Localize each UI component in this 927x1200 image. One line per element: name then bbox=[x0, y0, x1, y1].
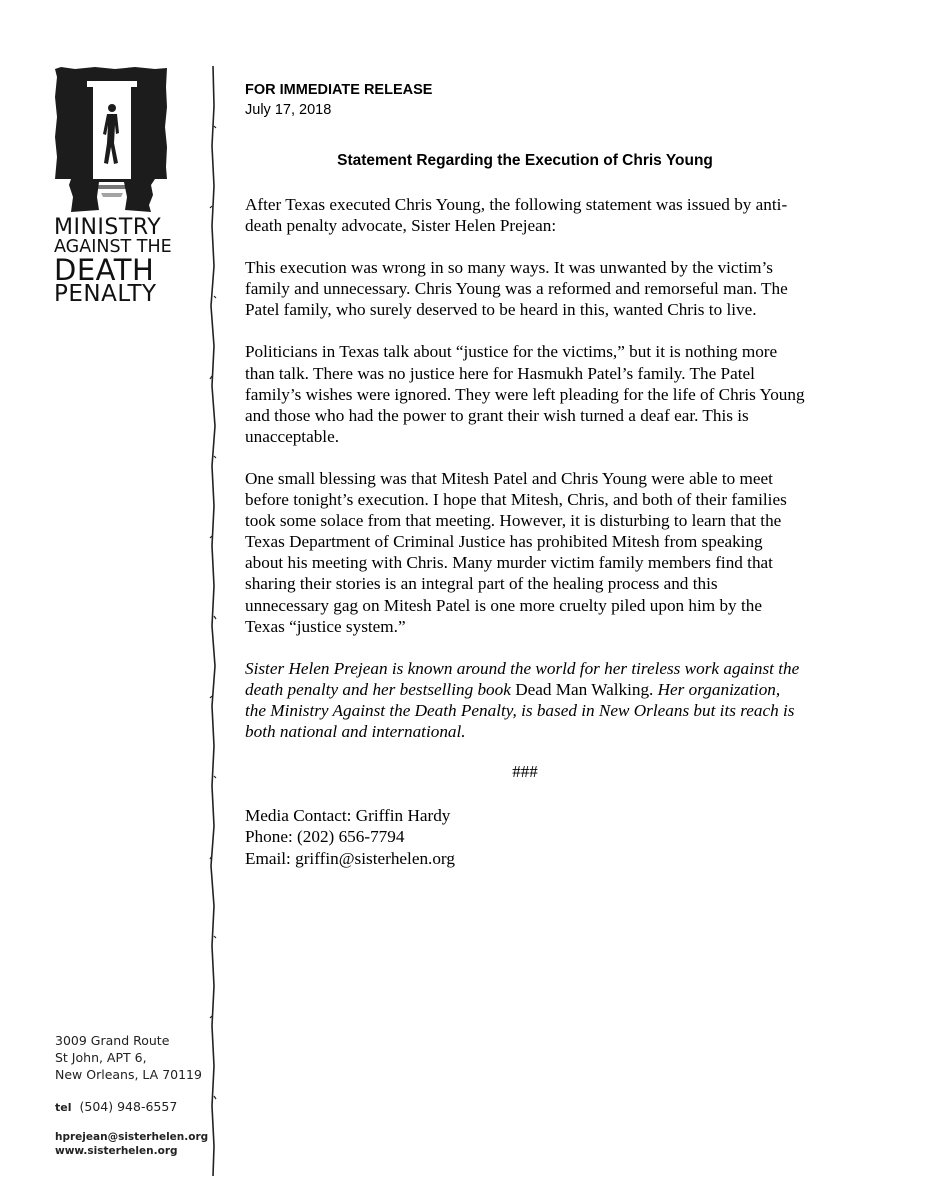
address-line: 3009 Grand Route bbox=[55, 1033, 170, 1048]
org-address bbox=[55, 1032, 202, 1083]
address-line: St John, APT 6, bbox=[55, 1050, 147, 1065]
bio-text: Sister Helen Prejean is known around the world for her tireless work against the death penalty and her bestselling book bbox=[245, 658, 800, 699]
book-title: Dead Man Walking. bbox=[515, 679, 654, 699]
statement-paragraph: One small blessing was that Mitesh Patel and Chris Young were able to meet before tonight’s execution. I hope that Mitesh, Chris, and both of their families took some solace from that meeting. However, it is disturbing to learn that the Texas Department of Criminal Justice has prohibited Mitesh from speaking about his meeting with Chris. Many murder victim family members find that sharing their stories is an integral part of the healing process and this unnecessary gag on Mitesh Patel is one more cruelty piled upon him by the Texas “justice system.” bbox=[245, 468, 787, 636]
tel-number: (504) 948-6557 bbox=[79, 1099, 178, 1114]
press-release bbox=[245, 80, 805, 869]
org-name-line: AGAINST THE bbox=[54, 237, 172, 257]
org-name-line: MINISTRY bbox=[54, 215, 162, 240]
org-name-line: PENALTY bbox=[54, 280, 157, 307]
media-contact-name: Media Contact: Griffin Hardy bbox=[245, 806, 451, 826]
org-email-link[interactable]: hprejean@sisterhelen.org bbox=[55, 1131, 209, 1143]
org-website-link[interactable]: www.sisterhelen.org bbox=[55, 1145, 178, 1157]
statement-paragraph: Politicians in Texas talk about “justice for the victims,” but it is nothing more than talk. There was no justice here for Hasmukh Patel’s family. The Patel family’s wishes were ignored. They were left pleading for the life of Chris Young and those who had the power to grant their wish turned a deaf ear. This is unacceptable. bbox=[245, 342, 805, 446]
org-contact-links bbox=[55, 1130, 208, 1158]
organization-name bbox=[54, 217, 184, 306]
address-line: New Orleans, LA 70119 bbox=[55, 1067, 202, 1082]
bio-text: Her organization, the Ministry Against the Death Penalty, is based in New Orleans but its reach is both national and international. bbox=[245, 679, 795, 741]
release-date: July 17, 2018 bbox=[245, 102, 332, 118]
tel-label: tel bbox=[55, 1101, 72, 1114]
release-label: FOR IMMEDIATE RELEASE bbox=[245, 82, 433, 98]
page-title: Statement Regarding the Execution of Chris Young bbox=[337, 152, 713, 169]
org-phone bbox=[55, 1099, 177, 1114]
media-contact bbox=[245, 805, 805, 869]
statement-paragraph: This execution was wrong in so many ways. It was unwanted by the victim’s family and unnecessary. Chris Young was a reformed and remorseful man. The Patel family, who surely deserved to be heard in this, wanted Chris to live. bbox=[245, 258, 788, 320]
media-contact-email[interactable]: Email: griffin@sisterhelen.org bbox=[245, 848, 455, 868]
intro-paragraph: After Texas executed Chris Young, the following statement was issued by anti-death penalty advocate, Sister Helen Prejean: bbox=[245, 195, 788, 236]
bio-paragraph bbox=[245, 658, 805, 742]
org-name-line: DEATH bbox=[54, 252, 155, 287]
end-marker: ### bbox=[512, 762, 538, 782]
media-contact-phone: Phone: (202) 656-7794 bbox=[245, 827, 405, 847]
organization-logo bbox=[55, 67, 167, 212]
vertical-divider bbox=[205, 66, 221, 1176]
